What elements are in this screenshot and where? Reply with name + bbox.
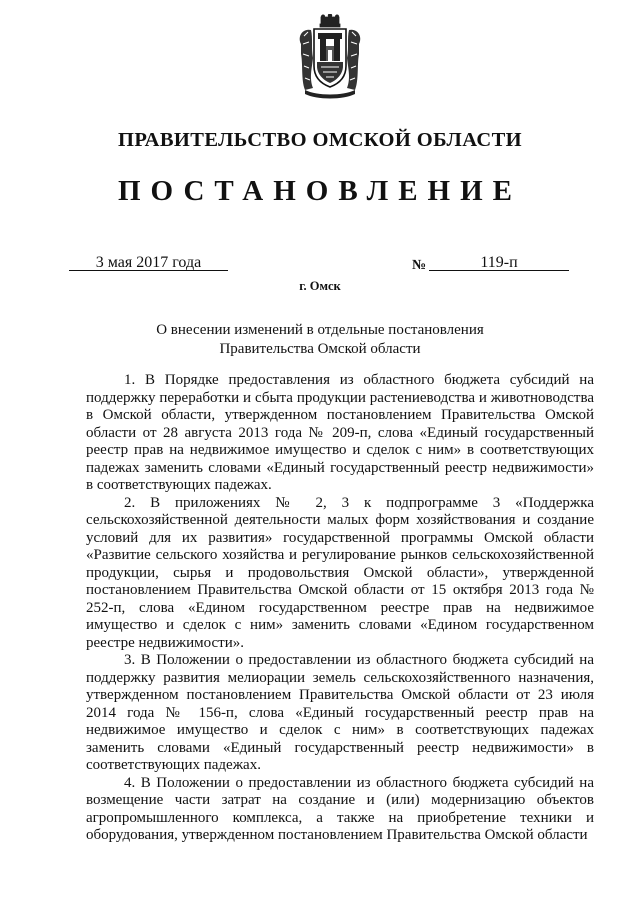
paragraph-3: 3. В Положении о предоставлении из областного бюджета субсидий на поддержку развития мелиорации земель сельскохозяйственного назначения, утвержденном постановлением Правительства Омской области от 23 июля 2014 года № 156-п, слова «Единый государственный реестр прав на недвижимое имущество и сделок с ним» в соответствующих падежах заменить словами «Единый государственный реестр недвижимости» в соответствующих падежах. [86,652,594,773]
paragraph-1: 1. В Порядке предоставления из областного бюджета субсидий на поддержку переработки и сбыта продукции растениеводства и животноводства в Омской области, утвержденном постановлением Правительства Омской области от 28 августа 2013 года № 209-п, слова «Единый государственный реестр прав на недвижимое имущество и сделок с ним» в соответствующих падежах заменить словами «Единый государственный реестр недвижимости» в соответствующих падежах. [86,372,594,493]
coat-of-arms-emblem [293,14,367,100]
paragraph-2: 2. В приложениях № 2, 3 к подпрограмме 3 «Поддержка сельскохозяйственной деятельности малых форм хозяйствования и создание условий для их развития» государственной программы Омской области «Развитие сельского хозяйства и регулирование рынков сельскохозяйственной продукции, сырья и продовольствия Омской области», утвержденной постановлением Правительства Омской области от 15 октября 2013 года № 252-п, слова «Едином государственном реестре прав на недвижимое имущество и сделок с ним» заменить словами «Едином государственном реестре недвижимости». [86,494,594,651]
government-title: ПРАВИТЕЛЬСТВО ОМСКОЙ ОБЛАСТИ [117,129,523,151]
document-city: г. Омск [299,279,341,293]
document-number: 119-п [429,255,569,271]
document-type-heading: ПОСТАНОВЛЕНИЕ [117,175,522,207]
document-subject [0,321,640,359]
subject-line: Правительства Омской области [219,341,421,357]
number-sign: № [412,258,427,273]
paragraph-4: 4. В Положении о предоставлении из областного бюджета субсидий на возмещение части затрат на создание и (или) модернизацию объектов агропромышленного комплекса, а также на приобретение техники и оборудования, утвержденном постановлением Правительства Омской области [86,774,594,843]
document-body [86,372,594,845]
subject-line: О внесении изменений в отдельные постановления [156,322,484,338]
document-date: 3 мая 2017 года [69,255,228,271]
